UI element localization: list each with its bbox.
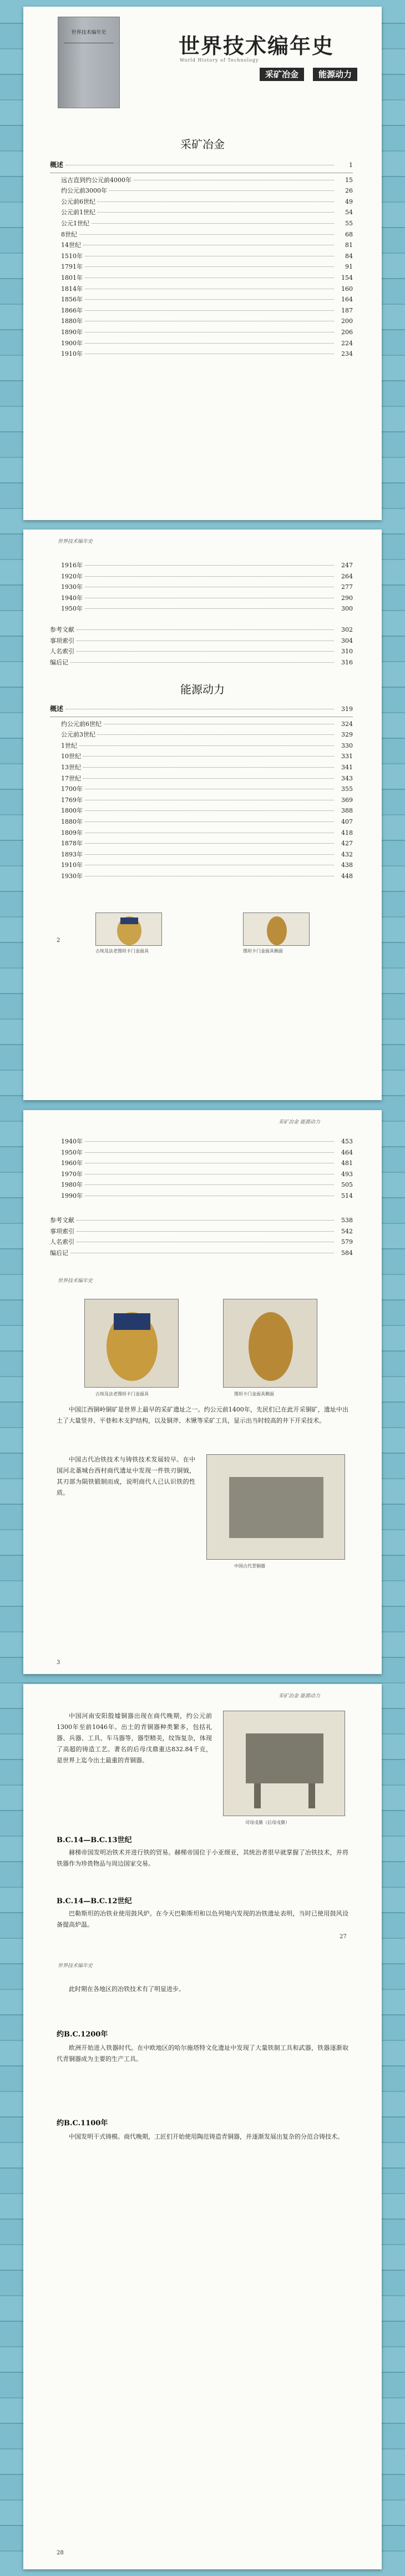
page-contents-2 bbox=[23, 530, 382, 1100]
running-header: 世界技术编年史 bbox=[58, 1963, 93, 1969]
toc-entry bbox=[50, 197, 353, 208]
toc-entry-label: 1916年 bbox=[61, 562, 83, 569]
page-number: 28 bbox=[57, 2550, 64, 2556]
toc-entry-page: 187 bbox=[341, 306, 353, 314]
toc-entry bbox=[50, 636, 353, 647]
page-number: 27 bbox=[340, 1934, 347, 1940]
toc-entry bbox=[50, 240, 353, 251]
toc-entry-label: 8世纪 bbox=[61, 230, 77, 238]
toc-entry-label: 1809年 bbox=[61, 829, 83, 836]
toc-appendix bbox=[50, 625, 353, 668]
toc-leader bbox=[98, 212, 334, 213]
toc-entry-label: 1510年 bbox=[61, 252, 83, 260]
toc-entry-page: 448 bbox=[341, 872, 353, 880]
toc-entry-label: 10世纪 bbox=[61, 753, 81, 760]
toc-entry-page: 290 bbox=[341, 594, 353, 602]
toc-entry bbox=[50, 1248, 353, 1259]
toc-entry-label: 公元前3世纪 bbox=[61, 731, 95, 739]
toc-entry-label: 1940年 bbox=[61, 1138, 83, 1145]
cauldron-photo bbox=[223, 1711, 345, 1816]
toc-entry-label: 1950年 bbox=[61, 1148, 83, 1156]
entry-heading: B.C.14—B.C.12世纪 bbox=[57, 1897, 132, 1905]
toc-entry bbox=[50, 582, 353, 593]
toc-entry-label: 概述 bbox=[50, 161, 64, 169]
toc-entry bbox=[50, 349, 353, 360]
mask-photo bbox=[95, 913, 162, 946]
toc-leader bbox=[83, 767, 334, 768]
toc-entry-page: 26 bbox=[345, 187, 353, 195]
toc-entry-page: 331 bbox=[341, 753, 353, 760]
toc-entry-page: 493 bbox=[341, 1170, 353, 1178]
toc-leader bbox=[85, 1152, 334, 1153]
toc-entry bbox=[50, 593, 353, 604]
toc-list bbox=[50, 1137, 353, 1202]
toc-entry-page: 300 bbox=[341, 605, 353, 613]
toc-entry-label: 1800年 bbox=[61, 807, 83, 815]
toc-leader bbox=[85, 299, 334, 300]
body-paragraph: 中国江西铜岭铜矿是世界上最早的采矿遗址之一。约公元前1400年，先民们已在此开采铜矿，遗址中出土了大量竖井、平巷和木支护结构，以及铜斧、木锹等采矿工具，显示出当时较高的井下开采技术。 bbox=[57, 1406, 348, 1424]
toc-entry bbox=[50, 625, 353, 636]
toc-entry bbox=[50, 784, 353, 795]
toc-entry-label: 1990年 bbox=[61, 1192, 83, 1199]
caption: 古埃及法老图坦卡门金面具 bbox=[95, 1392, 149, 1397]
toc-entry-label: 1920年 bbox=[61, 572, 83, 580]
caption: 中国古代青铜器 bbox=[234, 1564, 265, 1569]
toc-entry bbox=[50, 704, 353, 715]
toc-entry-label: 1910年 bbox=[61, 350, 83, 358]
toc-entry-page: 277 bbox=[341, 583, 353, 591]
page-contents-1 bbox=[23, 7, 382, 520]
toc-leader bbox=[98, 734, 334, 735]
toc-entry-label: 1893年 bbox=[61, 850, 83, 858]
toc-entry-label: 13世纪 bbox=[61, 763, 81, 771]
toc-entry bbox=[50, 1158, 353, 1169]
toc-leader bbox=[79, 234, 334, 235]
toc-entry-page: 247 bbox=[341, 562, 353, 569]
toc-entry-page: 355 bbox=[341, 785, 353, 793]
toc-entry-label: 1880年 bbox=[61, 317, 83, 325]
book-cover-image bbox=[58, 17, 120, 108]
toc-entry bbox=[50, 730, 353, 741]
mask-side-photo bbox=[243, 913, 310, 946]
section-title: 能源动力 bbox=[180, 683, 225, 696]
toc-leader bbox=[77, 1231, 334, 1232]
book-cover-title: 世界技术编年史 bbox=[71, 30, 107, 36]
toc-leader bbox=[109, 190, 334, 191]
toc-entry-page: 453 bbox=[341, 1138, 353, 1145]
toc-entry bbox=[50, 719, 353, 730]
toc-entry-label: 事项索引 bbox=[50, 637, 74, 644]
toc-entry bbox=[50, 306, 353, 317]
toc-entry-label: 1世纪 bbox=[61, 742, 77, 749]
body-paragraph: 赫梯帝国发明冶铁术并进行铁的贸易。赫梯帝国位于小亚细亚，其统治者很早就掌握了冶铁技术，并将铁器作为珍贵物品与周边国家交易。 bbox=[57, 1849, 348, 1867]
toc-entry bbox=[50, 339, 353, 350]
toc-entry bbox=[50, 208, 353, 219]
toc-entry-page: 329 bbox=[341, 731, 353, 739]
toc-entry-label: 1700年 bbox=[61, 785, 83, 793]
body-paragraph: 中国发明干式铸模。商代晚期，工匠们开始使用陶范铸造青铜器，并逐渐发展出复杂的分范合铸技术。 bbox=[69, 2133, 343, 2140]
toc-entry-page: 464 bbox=[341, 1148, 353, 1156]
toc-entry bbox=[50, 316, 353, 327]
toc-appendix bbox=[50, 1216, 353, 1259]
toc-entry-page: 206 bbox=[341, 328, 353, 336]
toc-entry bbox=[50, 295, 353, 306]
body-paragraph: 中国河南安阳殷墟铜器出现在商代晚期，约公元前1300年至前1046年。出土的青铜器种类繁多，包括礼器、兵器、工具、车马器等，器型精美，纹饰复杂，体现了高超的铸造工艺。著名的后母戊鼎重达832.84千克，是世界上迄今出土最重的青铜器。 bbox=[57, 1712, 212, 1764]
toc-leader bbox=[70, 662, 334, 663]
toc-leader bbox=[77, 651, 334, 652]
toc-entry-label: 人名索引 bbox=[50, 648, 74, 656]
toc-entry-page: 418 bbox=[341, 829, 353, 836]
toc-entry-page: 54 bbox=[345, 209, 353, 216]
toc-entry bbox=[50, 806, 353, 817]
toc-entry bbox=[50, 572, 353, 583]
toc-leader bbox=[92, 223, 334, 224]
toc-entry bbox=[50, 1137, 353, 1148]
book-title: 世界技术编年史 bbox=[179, 33, 335, 58]
toc-entry-page: 438 bbox=[341, 861, 353, 869]
toc-entry-page: 55 bbox=[345, 219, 353, 227]
toc-entry bbox=[50, 327, 353, 339]
toc-entry bbox=[50, 839, 353, 850]
toc-entry-page: 310 bbox=[341, 648, 353, 656]
toc-entry bbox=[50, 186, 353, 197]
toc-entry-page: 200 bbox=[341, 317, 353, 325]
toc-entry bbox=[50, 561, 353, 572]
toc-list bbox=[50, 561, 353, 615]
toc-leader bbox=[85, 576, 334, 577]
toc-entry bbox=[50, 828, 353, 839]
running-header: 世界技术编年史 bbox=[58, 539, 93, 545]
toc-entry-label: 1970年 bbox=[61, 1170, 83, 1178]
toc-leader bbox=[77, 1220, 334, 1221]
toc-entry-page: 164 bbox=[341, 296, 353, 304]
toc-leader bbox=[85, 1184, 334, 1185]
toc-entry-page: 514 bbox=[341, 1192, 353, 1199]
toc-entry-label: 1769年 bbox=[61, 796, 83, 804]
toc-entry-label: 远古直到约公元前4000年 bbox=[61, 176, 131, 184]
toc-entry-page: 324 bbox=[341, 720, 353, 728]
toc-entry-page: 154 bbox=[341, 274, 353, 281]
toc-entry-page: 15 bbox=[345, 176, 353, 184]
toc-entry bbox=[50, 230, 353, 241]
toc-entry bbox=[50, 604, 353, 615]
toc-entry-label: 编后记 bbox=[50, 1249, 68, 1257]
toc-entry-label: 公元前6世纪 bbox=[61, 198, 95, 205]
toc-leader bbox=[85, 565, 334, 566]
toc-entry-label: 参考文献 bbox=[50, 1217, 74, 1224]
toc-entry-label: 1880年 bbox=[61, 818, 83, 825]
toc-entry bbox=[50, 795, 353, 806]
toc-entry-page: 330 bbox=[341, 742, 353, 749]
body-paragraph: 中国古代冶铁技术与铸铁技术发展较早。在中国河北藁城台西村商代遗址中发现一件铁刃铜钺，其刃部为陨铁锻制而成，说明商代人已认识铁的性质。 bbox=[57, 1456, 195, 1496]
toc-entry-label: 编后记 bbox=[50, 658, 68, 666]
toc-entry-label: 1856年 bbox=[61, 296, 83, 304]
toc-entry-label: 17世纪 bbox=[61, 774, 81, 782]
toc-entry-page: 388 bbox=[341, 807, 353, 815]
toc-entry-label: 人名索引 bbox=[50, 1238, 74, 1246]
toc-entry-label: 1890年 bbox=[61, 328, 83, 336]
toc-leader bbox=[85, 843, 334, 844]
toc-entry-label: 约公元前6世纪 bbox=[61, 720, 102, 728]
entry-heading: B.C.14—B.C.13世纪 bbox=[57, 1836, 132, 1844]
toc-entry bbox=[50, 752, 353, 763]
toc-entry-page: 302 bbox=[341, 626, 353, 633]
toc-entry-label: 1814年 bbox=[61, 285, 83, 293]
toc-entry-page: 369 bbox=[341, 796, 353, 804]
caption: 古埃及法老图坦卡门金面具 bbox=[95, 949, 149, 954]
toc-entry-page: 316 bbox=[341, 658, 353, 666]
toc-entry-page: 1 bbox=[349, 162, 353, 169]
running-header: 采矿冶金 能源动力 bbox=[279, 1693, 320, 1699]
toc-entry-page: 427 bbox=[341, 840, 353, 848]
toc-leader bbox=[83, 778, 334, 779]
toc-entry-page: 432 bbox=[341, 850, 353, 858]
toc-entry bbox=[50, 860, 353, 871]
section-title: 采矿冶金 bbox=[180, 138, 225, 151]
toc-entry bbox=[50, 251, 353, 263]
tag-mining: 采矿冶金 bbox=[260, 68, 304, 81]
caption: 图坦卡门金面具侧面 bbox=[243, 949, 283, 954]
toc-entry-page: 542 bbox=[341, 1227, 353, 1235]
caption: 图坦卡门金面具侧面 bbox=[234, 1392, 274, 1397]
toc-leader bbox=[85, 810, 334, 811]
toc-entry bbox=[50, 175, 353, 186]
toc-list bbox=[50, 704, 353, 883]
toc-entry-page: 584 bbox=[341, 1249, 353, 1257]
page-number: 2 bbox=[57, 937, 60, 944]
toc-entry bbox=[50, 262, 353, 273]
toc-entry-label: 1950年 bbox=[61, 605, 83, 613]
entry-heading: 约B.C.1200年 bbox=[57, 2030, 108, 2039]
caption: 司母戊鼎（后母戊鼎） bbox=[245, 1820, 290, 1825]
mask-side-photo bbox=[223, 1299, 317, 1388]
toc-entry-page: 160 bbox=[341, 285, 353, 293]
toc-entry-page: 343 bbox=[341, 774, 353, 782]
toc-entry-label: 参考文献 bbox=[50, 626, 74, 633]
toc-entry-page: 264 bbox=[341, 572, 353, 580]
toc-list bbox=[50, 160, 353, 360]
toc-leader bbox=[85, 266, 334, 267]
toc-entry bbox=[50, 1169, 353, 1181]
mask-photo bbox=[84, 1299, 179, 1388]
toc-entry bbox=[50, 741, 353, 752]
toc-entry-label: 1930年 bbox=[61, 872, 83, 880]
toc-entry-page: 538 bbox=[341, 1217, 353, 1224]
toc-entry-page: 91 bbox=[345, 263, 353, 271]
toc-entry bbox=[50, 1191, 353, 1202]
toc-leader bbox=[85, 1141, 334, 1142]
toc-entry-label: 1866年 bbox=[61, 306, 83, 314]
toc-entry-page: 304 bbox=[341, 637, 353, 644]
toc-entry-page: 319 bbox=[341, 705, 353, 713]
toc-entry-label: 公元前1世纪 bbox=[61, 209, 95, 216]
toc-entry-page: 68 bbox=[345, 230, 353, 238]
toc-entry-label: 1878年 bbox=[61, 840, 83, 848]
toc-entry bbox=[50, 160, 353, 171]
toc-leader bbox=[83, 756, 334, 757]
toc-entry-page: 224 bbox=[341, 339, 353, 347]
toc-entry-label: 约公元前3000年 bbox=[61, 187, 107, 195]
toc-leader bbox=[85, 310, 334, 311]
toc-entry bbox=[50, 850, 353, 861]
toc-entry bbox=[50, 1237, 353, 1248]
toc-leader bbox=[79, 745, 334, 746]
toc-entry-label: 1930年 bbox=[61, 583, 83, 591]
page-body bbox=[23, 1684, 382, 2569]
toc-entry-label: 1960年 bbox=[61, 1160, 83, 1167]
toc-entry bbox=[50, 658, 353, 669]
toc-entry bbox=[50, 647, 353, 658]
running-header: 采矿冶金 能源动力 bbox=[279, 1120, 320, 1125]
toc-entry-page: 84 bbox=[345, 252, 353, 260]
toc-entry bbox=[50, 871, 353, 883]
toc-entry-label: 事项索引 bbox=[50, 1227, 74, 1235]
toc-entry-label: 1791年 bbox=[61, 263, 83, 271]
toc-entry-label: 14世纪 bbox=[61, 241, 81, 249]
entry-heading: 约B.C.1100年 bbox=[57, 2119, 108, 2128]
bronze-photo bbox=[206, 1454, 345, 1560]
toc-leader bbox=[85, 821, 334, 822]
toc-leader bbox=[85, 854, 334, 855]
toc-entry-page: 49 bbox=[345, 198, 353, 205]
toc-entry-label: 概述 bbox=[50, 705, 64, 713]
toc-entry bbox=[50, 284, 353, 295]
book-subtitle: World History of Technology bbox=[180, 58, 259, 63]
toc-entry bbox=[50, 1216, 353, 1227]
body-paragraph: 欧洲开始进入铁器时代。在中欧地区的哈尔施塔特文化遗址中发现了大量铁制工具和武器，铁器逐渐取代青铜器成为主要的生产工具。 bbox=[57, 2044, 348, 2063]
toc-entry-label: 1980年 bbox=[61, 1181, 83, 1189]
toc-entry bbox=[50, 1148, 353, 1159]
toc-entry-page: 81 bbox=[345, 241, 353, 249]
toc-entry-page: 234 bbox=[341, 350, 353, 358]
page-contents-3 bbox=[23, 1110, 382, 1674]
toc-entry-label: 1801年 bbox=[61, 274, 83, 281]
toc-entry bbox=[50, 763, 353, 774]
toc-entry bbox=[50, 774, 353, 785]
toc-entry bbox=[50, 1180, 353, 1191]
body-paragraph: 此时期在各地区的冶铁技术有了明显进步。 bbox=[69, 1985, 185, 1993]
toc-entry-label: 1910年 bbox=[61, 861, 83, 869]
toc-entry bbox=[50, 273, 353, 284]
toc-entry bbox=[50, 817, 353, 828]
toc-leader bbox=[77, 629, 334, 630]
toc-entry-page: 505 bbox=[341, 1181, 353, 1189]
running-header: 世界技术编年史 bbox=[58, 1278, 93, 1284]
toc-entry-page: 341 bbox=[341, 763, 353, 771]
body-paragraph: 巴勒斯坦的冶铁业使用鼓风炉。在今天巴勒斯坦和以色列境内发现的冶铁遗址表明，当时已使用鼓风设备提高炉温。 bbox=[57, 1910, 348, 1928]
toc-entry-page: 407 bbox=[341, 818, 353, 825]
toc-entry-label: 1900年 bbox=[61, 339, 83, 347]
toc-entry bbox=[50, 219, 353, 230]
toc-entry bbox=[50, 1227, 353, 1238]
toc-entry-label: 公元1世纪 bbox=[61, 219, 89, 227]
toc-leader bbox=[98, 201, 334, 202]
toc-entry-label: 1940年 bbox=[61, 594, 83, 602]
toc-leader bbox=[85, 343, 334, 344]
page-number: 3 bbox=[57, 1660, 60, 1666]
toc-leader bbox=[85, 608, 334, 609]
toc-entry-page: 579 bbox=[341, 1238, 353, 1246]
toc-entry-page: 481 bbox=[341, 1160, 353, 1167]
tag-energy: 能源动力 bbox=[313, 68, 357, 81]
